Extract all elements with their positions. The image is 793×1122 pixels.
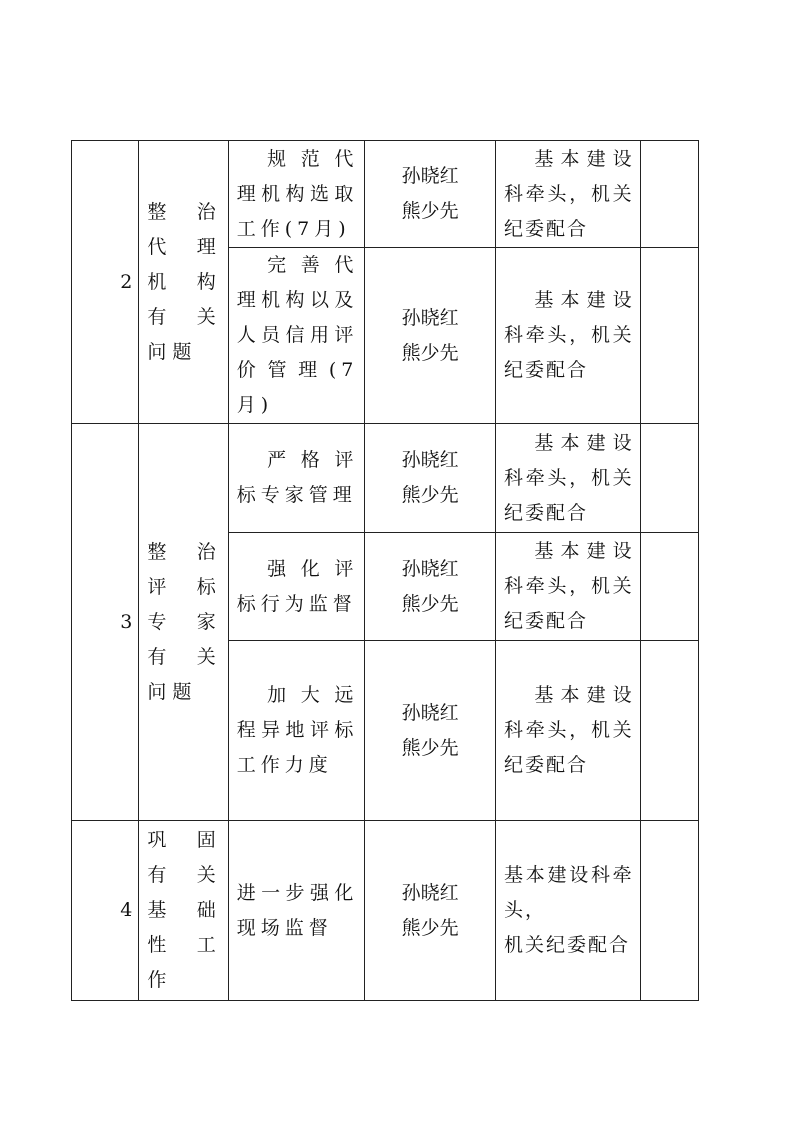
dept-text: 基本建设科牵头，机关纪委配合 xyxy=(504,540,634,632)
item-cell xyxy=(139,424,228,821)
note-cell xyxy=(640,641,698,821)
task-cell xyxy=(228,424,365,533)
task-text: 加大远程异地评标工作力度 xyxy=(236,684,359,776)
dept-text: 基本建设科牵头，机关纪委配合 xyxy=(504,431,634,524)
row-number: 4 xyxy=(120,899,133,921)
lead-cell xyxy=(365,533,496,641)
table-row xyxy=(72,424,699,533)
task-text: 强化评标行为监督 xyxy=(236,557,359,615)
dept-cell xyxy=(496,641,641,821)
task-text: 进一步强化现场监督 xyxy=(236,881,359,939)
row-number: 2 xyxy=(120,270,133,293)
task-cell xyxy=(228,141,365,248)
item-text: 整治评标专家有关问题 xyxy=(147,540,222,703)
table-row xyxy=(72,141,699,248)
note-cell xyxy=(640,821,698,1001)
dept-cell xyxy=(496,248,641,424)
lead-text: 孙晓红 熊少先 xyxy=(401,449,459,506)
note-cell xyxy=(640,533,698,641)
task-text: 严格评标专家管理 xyxy=(236,449,359,506)
task-text: 规范代理机构选取工作(7月) xyxy=(236,147,359,240)
task-table xyxy=(71,140,699,1001)
lead-text: 孙晓红 熊少先 xyxy=(401,701,459,759)
row-number-cell xyxy=(72,141,139,424)
lead-cell xyxy=(365,141,496,248)
lead-text: 孙晓红 熊少先 xyxy=(401,306,459,364)
lead-cell xyxy=(365,821,496,1001)
row-number: 3 xyxy=(120,610,133,633)
dept-text: 基本建设科牵头，机关纪委配合 xyxy=(504,147,634,240)
dept-cell xyxy=(496,424,641,533)
lead-cell xyxy=(365,641,496,821)
task-cell xyxy=(228,248,365,424)
item-cell xyxy=(139,821,228,1001)
dept-cell xyxy=(496,533,641,641)
dept-text: 基本建设科牵头，机关纪委配合 xyxy=(504,684,634,776)
lead-text: 孙晓红 熊少先 xyxy=(401,557,459,615)
dept-cell xyxy=(496,141,641,248)
item-text: 巩固有关基础性工作 xyxy=(147,829,222,991)
task-cell xyxy=(228,533,365,641)
table-row xyxy=(72,821,699,1001)
task-cell xyxy=(228,641,365,821)
task-text: 完善代理机构以及人员信用评价管理(7月) xyxy=(236,254,359,416)
item-text: 整治代理机构有关问题 xyxy=(147,200,222,363)
task-cell xyxy=(228,821,365,1001)
note-cell xyxy=(640,248,698,424)
dept-text: 基本建设科牵头，机关纪委配合 xyxy=(504,289,634,381)
note-cell xyxy=(640,424,698,533)
row-number-cell xyxy=(72,424,139,821)
lead-cell xyxy=(365,248,496,424)
row-number-cell xyxy=(72,821,139,1001)
lead-text: 孙晓红 熊少先 xyxy=(401,881,459,939)
lead-text: 孙晓红 熊少先 xyxy=(401,165,459,222)
note-cell xyxy=(640,141,698,248)
item-cell xyxy=(139,141,228,424)
lead-cell xyxy=(365,424,496,533)
dept-cell xyxy=(496,821,641,1001)
dept-text: 基本建设科牵头， 机关纪委配合 xyxy=(504,864,634,956)
